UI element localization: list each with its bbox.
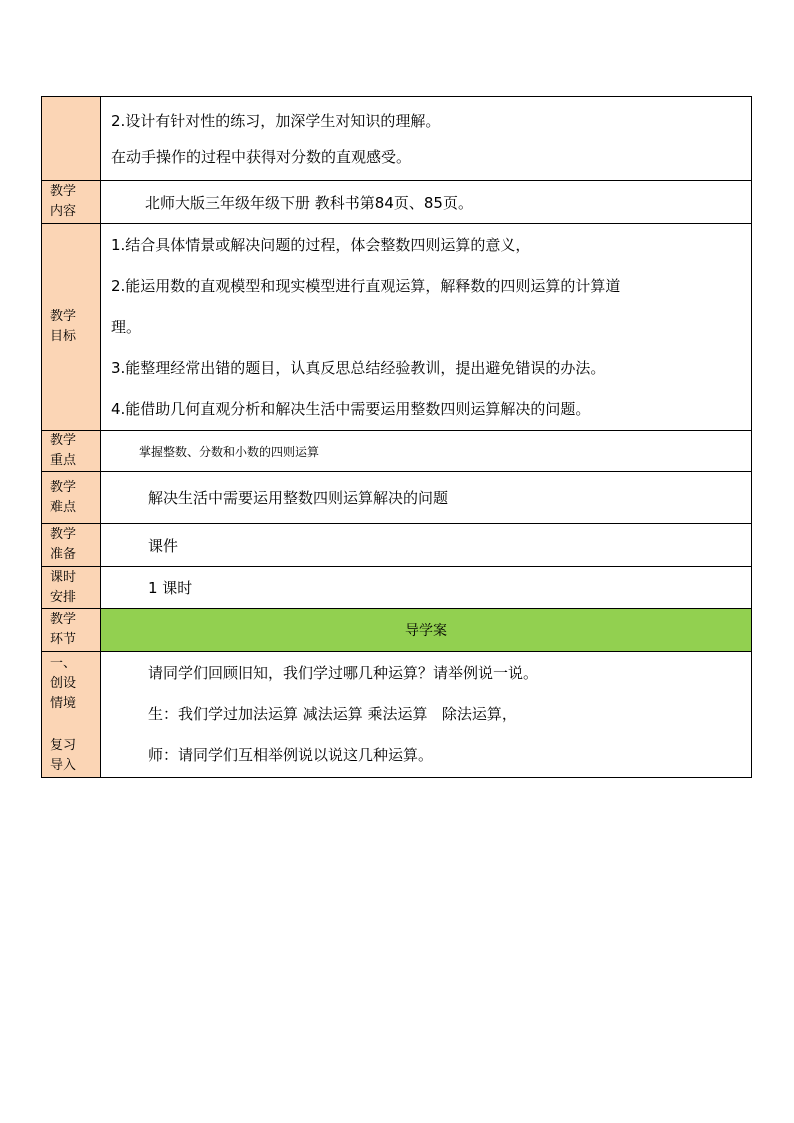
- goal-line-4: 3.能整理经常出错的题目，认真反思总结经验教训，提出避免错误的办法。: [111, 358, 606, 377]
- difficulties-text: 解决生活中需要运用整数四则运算解决的问题: [101, 472, 752, 524]
- row-preparation: [42, 524, 752, 567]
- section-line-3: 师：请同学们互相举例说以说这几种运算。: [148, 746, 434, 764]
- row-stage: [42, 609, 752, 652]
- goal-line-5: 4.能借助几何直观分析和解决生活中需要运用整数四则运算解决的问题。: [111, 399, 591, 418]
- section-line-2: 生：我们学过加法运算 减法运算 乘法运算 除法运算，: [148, 705, 517, 723]
- goal-line-2: 2.能运用数的直观模型和现实模型进行直观运算，解释数的四则运算的计算道: [111, 276, 621, 295]
- row-difficulties: [42, 472, 752, 524]
- row-goals: [42, 224, 752, 431]
- label-cell-empty: [42, 97, 101, 181]
- row-content: [42, 181, 752, 224]
- stage-header: 导学案: [101, 609, 752, 652]
- label-content: 教学 内容: [42, 181, 101, 224]
- goal-line-3: 理。: [111, 317, 142, 336]
- row-key-points: [42, 431, 752, 472]
- goals-content: [101, 224, 752, 431]
- label-difficulties: 教学 难点: [42, 472, 101, 524]
- label-preparation: 教学 准备: [42, 524, 101, 567]
- label-goals: 教学 目标: [42, 224, 101, 431]
- goal-line-1: 1.结合具体情景或解决问题的过程，体会整数四则运算的意义，: [111, 235, 531, 254]
- label-stage: 教学 环节: [42, 609, 101, 652]
- lesson-plan-table: [41, 96, 752, 778]
- section-line-1: 请同学们回顾旧知，我们学过哪几种运算？请举例说一说。: [148, 664, 539, 682]
- row-section-one: [42, 652, 752, 778]
- row-continued: [42, 97, 752, 181]
- continued-line-2: 在动手操作的过程中获得对分数的直观感受。: [111, 147, 412, 166]
- content-text: 北师大版三年级年级下册 教科书第84页、85页。: [101, 181, 752, 224]
- continued-line-1: 2.设计有针对性的练习，加深学生对知识的理解。: [111, 111, 441, 130]
- label-section-one: 一、 创设 情境 复习 导入: [42, 652, 101, 778]
- label-key-points: 教学 重点: [42, 431, 101, 472]
- label-schedule: 课时 安排: [42, 567, 101, 609]
- row-schedule: [42, 567, 752, 609]
- section-one-content: [101, 652, 752, 778]
- continued-content: [101, 97, 752, 181]
- schedule-text: 1 课时: [101, 567, 752, 609]
- preparation-text: 课件: [101, 524, 752, 567]
- key-points-text: 掌握整数、分数和小数的四则运算: [101, 431, 752, 472]
